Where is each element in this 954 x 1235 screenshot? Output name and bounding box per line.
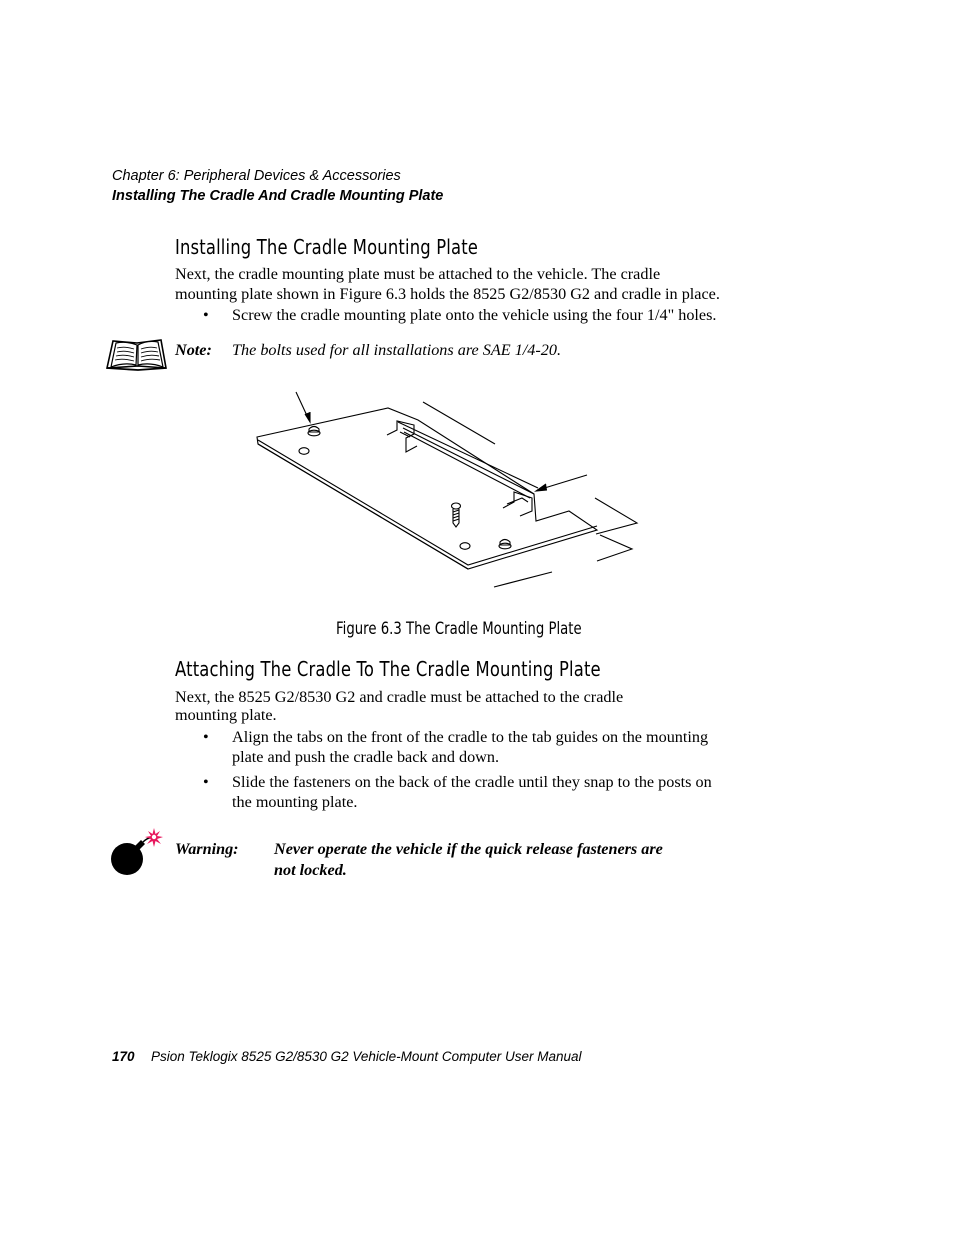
note-label: Note: bbox=[175, 341, 212, 359]
footer-title: Psion Teklogix 8525 G2/8530 G2 Vehicle-Mount Computer User Manual bbox=[151, 1049, 582, 1064]
bullet-text: Align the tabs on the front of the cradle to the tab guides on the mounting bbox=[232, 728, 709, 746]
bomb-icon bbox=[108, 826, 164, 878]
section-heading-installing-plate: Installing The Cradle Mounting Plate bbox=[175, 235, 479, 259]
section-heading-attaching-cradle: Attaching The Cradle To The Cradle Mounting Plate bbox=[175, 657, 601, 681]
bullet-marker: • bbox=[203, 306, 209, 324]
bullet-text: the mounting plate. bbox=[232, 793, 358, 811]
paragraph-line: Next, the cradle mounting plate must be attached to the vehicle. The cradle bbox=[175, 265, 661, 283]
cradle-mounting-plate-illustration bbox=[250, 385, 645, 590]
note-text: The bolts used for all installations are SAE 1/4-20. bbox=[232, 341, 561, 359]
paragraph-line: Next, the 8525 G2/8530 G2 and cradle must be attached to the cradle bbox=[175, 688, 624, 706]
bullet-marker: • bbox=[203, 728, 209, 746]
bullet-text: Screw the cradle mounting plate onto the vehicle using the four 1/4" holes. bbox=[232, 306, 717, 324]
running-header-section: Installing The Cradle And Cradle Mounting Plate bbox=[112, 188, 444, 204]
bullet-text: Slide the fasteners on the back of the cradle until they snap to the posts on bbox=[232, 773, 712, 791]
bullet-item bbox=[203, 727, 743, 767]
bullet-text: plate and push the cradle back and down. bbox=[232, 748, 499, 766]
paragraph-line: mounting plate shown in Figure 6.3 holds the 8525 G2/8530 G2 and cradle in place. bbox=[175, 285, 720, 303]
bullet-item bbox=[203, 772, 743, 812]
warning-text: not locked. bbox=[274, 861, 347, 879]
warning-label: Warning: bbox=[175, 840, 239, 858]
paragraph-line: mounting plate. bbox=[175, 706, 277, 724]
bullet-marker: • bbox=[203, 773, 209, 791]
running-header-chapter: Chapter 6: Peripheral Devices & Accessories bbox=[112, 168, 401, 184]
warning-text: Never operate the vehicle if the quick release fasteners are bbox=[274, 840, 663, 858]
figure-caption: Figure 6.3 The Cradle Mounting Plate bbox=[336, 619, 582, 639]
page-number: 170 bbox=[112, 1049, 135, 1064]
book-icon bbox=[105, 337, 169, 371]
